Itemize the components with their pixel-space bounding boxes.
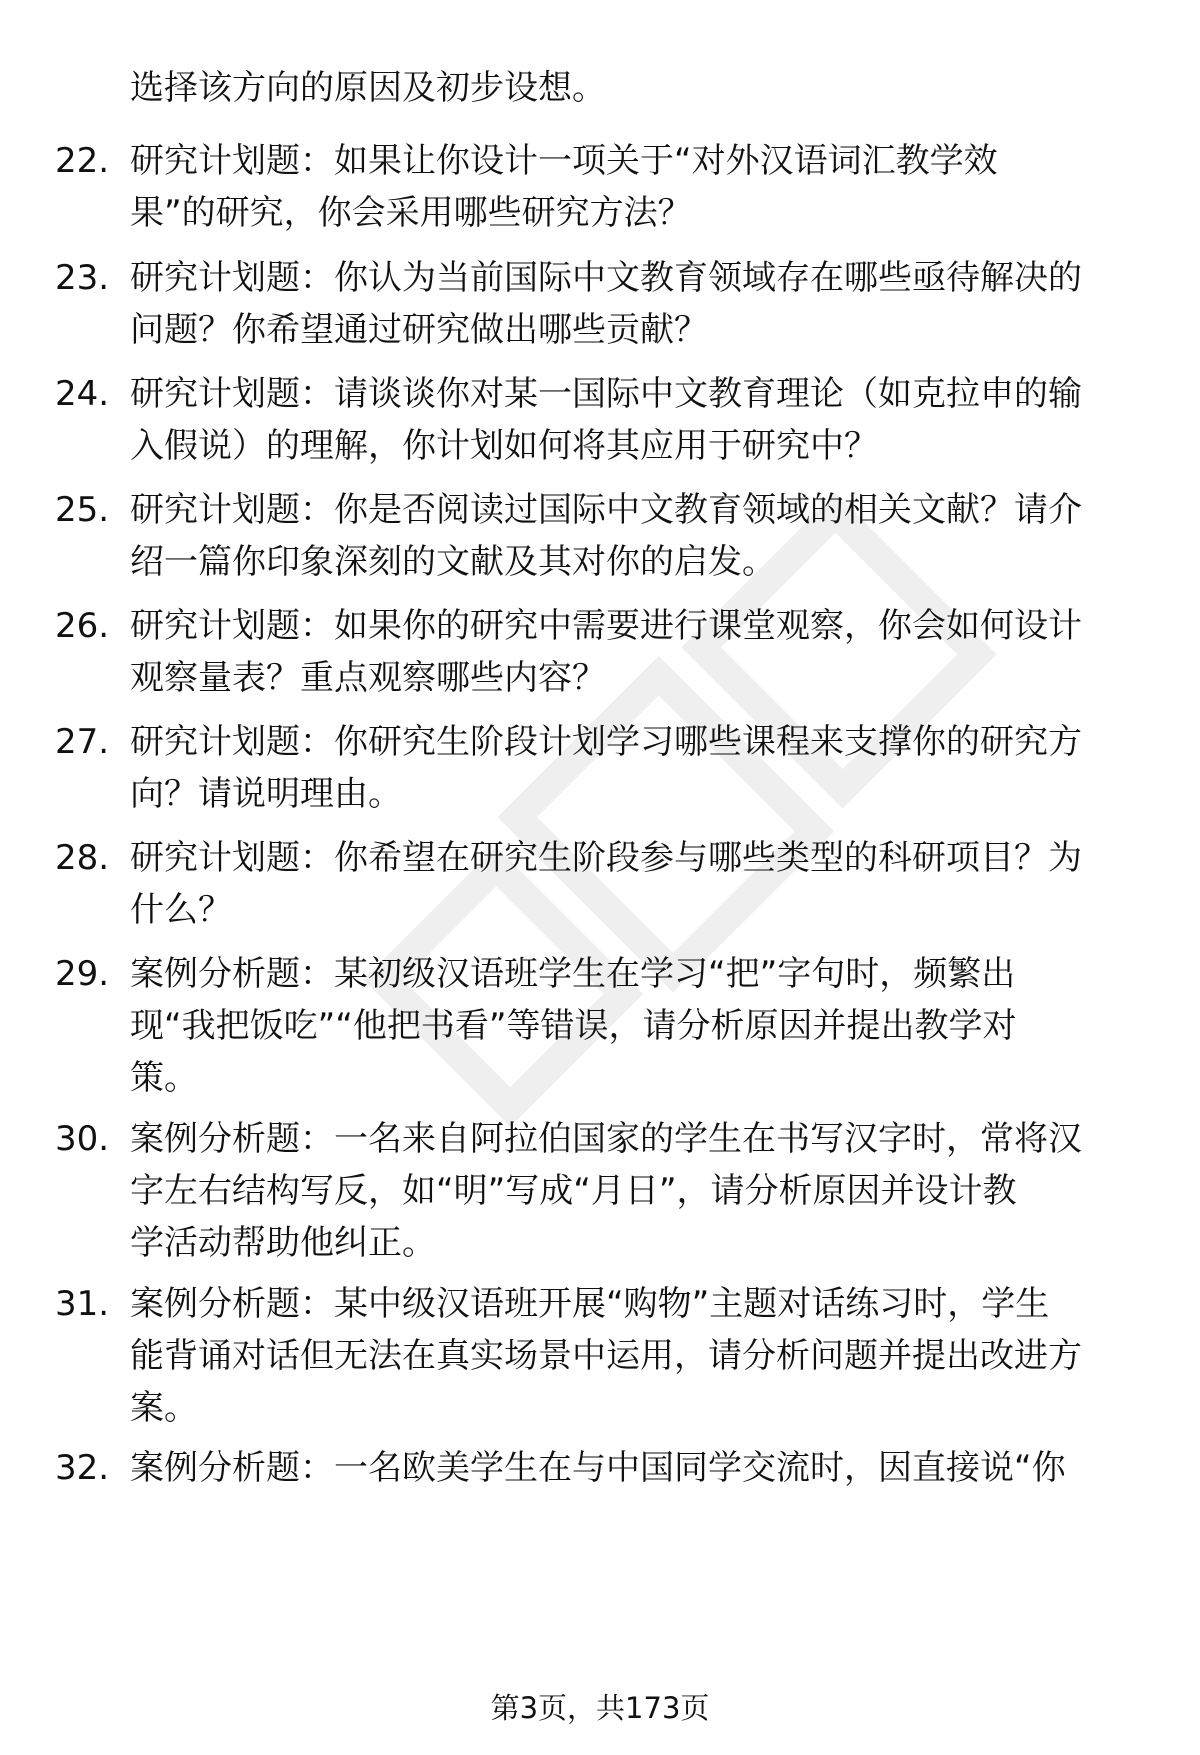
question-number: 25. bbox=[55, 490, 110, 530]
question-text: 案例分析题：某初级汉语班学生在学习“把”字句时，频繁出 现“我把饭吃”“他把书看”等错误，请分析原因并提出教学对 策。 bbox=[130, 954, 1017, 1098]
question-text: 研究计划题：你认为当前国际中文教育领域存在哪些亟待解决的 问题？你希望通过研究做出哪些贡献？ bbox=[130, 258, 1082, 350]
question-number: 23. bbox=[55, 258, 110, 298]
question-number: 30. bbox=[55, 1119, 110, 1159]
page-footer: 第3页，共173页 bbox=[490, 1691, 710, 1725]
question-text: 案例分析题：某中级汉语班开展“购物”主题对话练习时，学生 能背诵对话但无法在真实场景中运用，请分析问题并提出改进方 案。 bbox=[130, 1284, 1082, 1428]
question-text: 案例分析题：一名欧美学生在与中国同学交流时，因直接说“你 bbox=[130, 1448, 1066, 1488]
question-text: 研究计划题：如果让你设计一项关于“对外汉语词汇教学效 果”的研究，你会采用哪些研究方法？ bbox=[130, 141, 998, 233]
question-text: 研究计划题：请谈谈你对某一国际中文教育理论（如克拉申的输 入假说）的理解，你计划如何将其应用于研究中？ bbox=[130, 374, 1082, 466]
question-text: 案例分析题：一名来自阿拉伯国家的学生在书写汉字时，常将汉 字左右结构写反，如“明”写成“月日”，请分析原因并设计教 学活动帮助他纠正。 bbox=[130, 1119, 1082, 1263]
question-number: 24. bbox=[55, 374, 110, 414]
question-number: 29. bbox=[55, 954, 110, 994]
question-text: 研究计划题：你希望在研究生阶段参与哪些类型的科研项目？为 什么？ bbox=[130, 838, 1082, 930]
question-number: 28. bbox=[55, 838, 110, 878]
question-text: 研究计划题：你是否阅读过国际中文教育领域的相关文献？请介 绍一篇你印象深刻的文献及其对你的启发。 bbox=[130, 490, 1082, 582]
question-text: 研究计划题：如果你的研究中需要进行课堂观察，你会如何设计 观察量表？重点观察哪些内容？ bbox=[130, 606, 1082, 698]
question-number: 26. bbox=[55, 606, 110, 646]
question-number: 27. bbox=[55, 722, 110, 762]
question-text: 研究计划题：你研究生阶段计划学习哪些课程来支撑你的研究方 向？请说明理由。 bbox=[130, 722, 1082, 814]
continuation-text: 选择该方向的原因及初步设想。 bbox=[130, 68, 606, 108]
question-number: 22. bbox=[55, 141, 110, 181]
question-number: 32. bbox=[55, 1448, 110, 1488]
question-number: 31. bbox=[55, 1284, 110, 1324]
